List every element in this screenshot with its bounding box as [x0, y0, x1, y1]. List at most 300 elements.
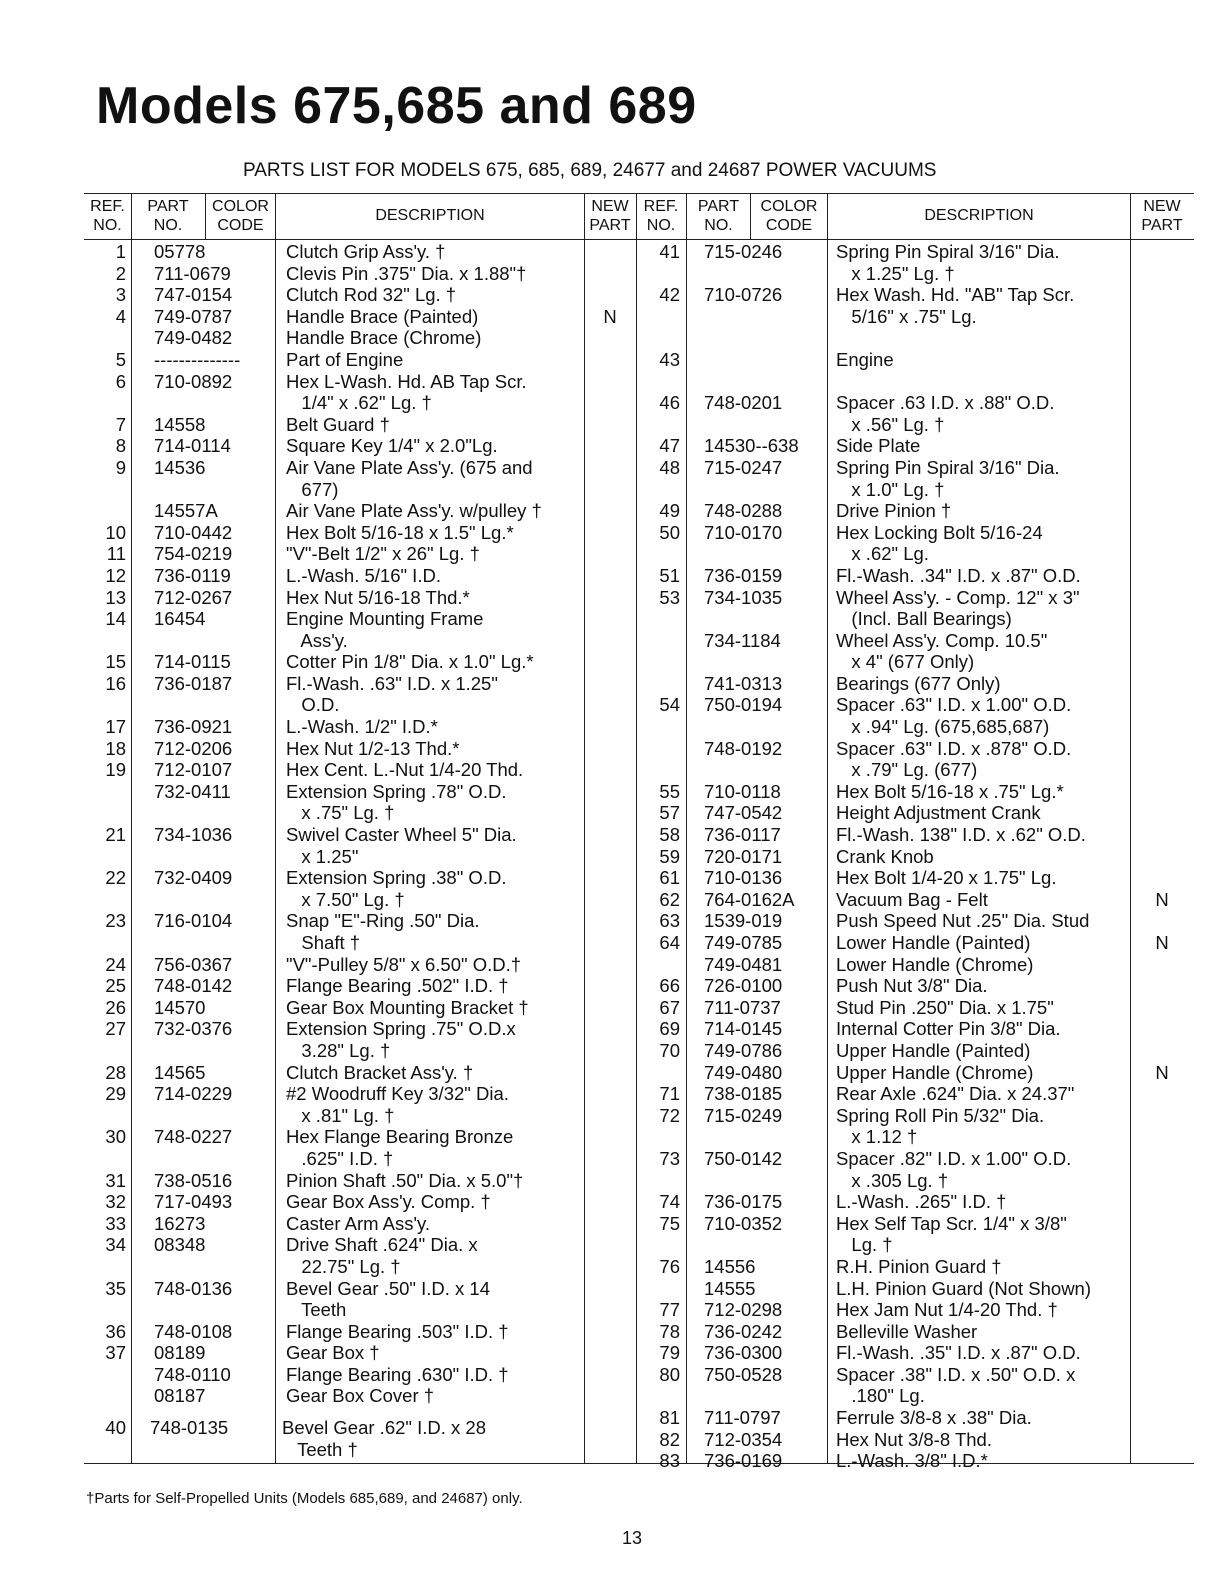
table-cell: 37	[105, 1342, 126, 1364]
table-cell	[154, 479, 274, 501]
table-cell	[88, 932, 126, 954]
table-cell: #2 Woodruff Key 3/32" Dia.	[286, 1083, 509, 1105]
table-cell: 76	[659, 1255, 680, 1277]
table-cell: Stud Pin .250" Dia. x 1.75"	[836, 996, 1054, 1018]
table-cell: 12	[105, 564, 126, 586]
table-cell: Internal Cotter Pin 3/8" Dia.	[836, 1018, 1061, 1040]
table-cell: 63	[659, 910, 680, 932]
table-cell	[584, 608, 636, 630]
header-color-code: COLOR CODE	[760, 198, 818, 234]
table-cell: 732-0376	[154, 1018, 233, 1040]
part-no: 748-0135	[150, 1417, 229, 1438]
table-cell	[636, 479, 680, 501]
table-cell: 9	[115, 456, 126, 478]
table-cell: 15	[105, 651, 126, 673]
table-cell: 4	[115, 305, 126, 327]
table-cell	[1130, 824, 1194, 846]
table-cell: 710-0726	[704, 284, 783, 306]
table-cell: 14557A	[154, 500, 218, 522]
table-cell: Hex Self Tap Scr. 1/4" x 3/8"	[836, 1212, 1067, 1234]
table-cell	[636, 651, 680, 673]
right-ref-column	[636, 241, 680, 1472]
table-cell: Engine	[836, 348, 894, 370]
table-cell: 47	[659, 435, 680, 457]
table-cell	[1130, 1278, 1194, 1300]
table-cell	[584, 371, 636, 393]
table-cell: 736-0242	[704, 1320, 783, 1342]
table-cell: x .75" Lg. †	[286, 802, 395, 824]
table-cell	[154, 1040, 274, 1062]
table-cell	[636, 716, 680, 738]
table-cell	[1130, 651, 1194, 673]
table-cell: 23	[105, 910, 126, 932]
table-cell	[704, 543, 826, 565]
table-cell: 714-0114	[154, 435, 231, 457]
table-cell: 61	[659, 867, 680, 889]
table-cell	[704, 1170, 826, 1192]
table-cell: 77	[659, 1299, 680, 1321]
table-cell: 748-0288	[704, 500, 783, 522]
table-cell: x 4" (677 Only)	[836, 651, 975, 673]
table-cell: N	[1155, 1061, 1169, 1083]
table-cell	[1130, 910, 1194, 932]
table-cell	[584, 867, 636, 889]
table-cell	[1130, 1321, 1194, 1343]
table-cell: 10	[105, 521, 126, 543]
table-cell: 748-0108	[154, 1320, 233, 1342]
table-cell: .180" Lg.	[836, 1385, 925, 1407]
table-cell: Hex Nut 5/16-18 Thd.*	[286, 586, 470, 608]
table-cell	[584, 435, 636, 457]
table-cell	[584, 1040, 636, 1062]
table-cell	[704, 608, 826, 630]
parts-list-subtitle: PARTS LIST FOR MODELS 675, 685, 689, 24677 and 24687 POWER VACUUMS	[243, 160, 937, 181]
table-cell	[1130, 1213, 1194, 1235]
table-cell: 13	[105, 586, 126, 608]
header-description: DESCRIPTION	[924, 207, 1034, 224]
table-cell: Push Speed Nut .25" Dia. Stud	[836, 910, 1090, 932]
table-cell: Extension Spring .38" O.D.	[286, 867, 507, 889]
table-cell	[1130, 630, 1194, 652]
table-cell	[636, 1170, 680, 1192]
table-cell: 749-0785	[704, 932, 783, 953]
table-cell: 748-0136	[154, 1277, 233, 1299]
table-cell: L.-Wash. 3/8" I.D.*	[836, 1450, 988, 1472]
table-cell	[1130, 263, 1194, 285]
table-cell: 711-0737	[704, 996, 781, 1018]
table-cell: Drive Pinion †	[836, 500, 952, 522]
table-cell	[704, 414, 826, 436]
table-cell	[584, 327, 636, 349]
table-cell: Belt Guard †	[286, 413, 390, 435]
table-cell	[584, 1148, 636, 1170]
table-cell	[1130, 802, 1194, 824]
table-cell: 749-0480	[704, 1061, 783, 1083]
table-cell	[88, 846, 126, 868]
table-cell: 81	[659, 1407, 680, 1429]
table-cell: 732-0409	[154, 867, 233, 889]
table-cell	[584, 1364, 636, 1386]
table-cell	[88, 1364, 126, 1386]
table-cell	[636, 673, 680, 695]
table-cell	[636, 1126, 680, 1148]
table-cell: 716-0104	[154, 910, 233, 932]
table-cell: 748-0227	[154, 1126, 233, 1148]
table-cell: 750-0194	[704, 694, 783, 716]
table-cell: Hex Nut 3/8-8 Thd.	[836, 1428, 992, 1450]
table-cell	[1130, 1385, 1194, 1407]
table-cell	[836, 327, 1130, 349]
table-cell	[1130, 241, 1194, 263]
table-cell: x .305 Lg. †	[836, 1169, 949, 1191]
table-cell: 736-0187	[154, 672, 233, 694]
table-cell	[1130, 500, 1194, 522]
table-cell: 710-0442	[154, 521, 233, 543]
table-cell	[1130, 781, 1194, 803]
header-new-part: NEW PART	[589, 198, 631, 234]
table-cell	[636, 543, 680, 565]
table-cell	[88, 500, 126, 522]
table-cell: 8	[115, 435, 126, 457]
table-cell: Hex Flange Bearing Bronze	[286, 1126, 514, 1148]
table-cell: 710-0136	[704, 867, 783, 889]
table-cell: Fl.-Wash. .63" I.D. x 1.25"	[286, 672, 498, 694]
table-cell: Swivel Caster Wheel 5" Dia.	[286, 824, 517, 846]
table-cell	[584, 1062, 636, 1084]
table-cell: 14555	[704, 1277, 756, 1299]
table-cell: 55	[659, 780, 680, 802]
table-cell: 738-0516	[154, 1169, 233, 1191]
table-cell: Air Vane Plate Ass'y. (675 and	[286, 456, 533, 478]
table-cell: Crank Knob	[836, 845, 934, 867]
table-cell	[704, 1385, 826, 1407]
table-cell: N	[1155, 888, 1169, 910]
table-cell	[584, 263, 636, 285]
table-cell: 756-0367	[154, 953, 233, 975]
table-cell: 738-0185	[704, 1083, 783, 1105]
table-cell: 14530--638	[704, 435, 799, 457]
table-cell: 19	[105, 759, 126, 781]
table-cell: 754-0219	[154, 543, 233, 565]
table-cell	[704, 1234, 826, 1256]
table-cell: 712-0298	[704, 1299, 783, 1321]
header-ref-no: REF. NO.	[90, 198, 125, 234]
table-cell	[1130, 392, 1194, 414]
table-cell: Upper Handle (Painted)	[836, 1039, 1031, 1061]
table-cell	[154, 1105, 274, 1127]
table-cell	[636, 414, 680, 436]
table-cell: Ferrule 3/8-8 x .38" Dia.	[836, 1407, 1032, 1429]
table-cell: x .62" Lg.	[836, 543, 929, 565]
table-cell	[1130, 997, 1194, 1019]
table-cell: Gear Box Ass'y. Comp. †	[286, 1191, 491, 1213]
table-cell	[584, 1256, 636, 1278]
table-cell	[1130, 1148, 1194, 1170]
table-cell: 32	[105, 1191, 126, 1213]
table-cell: 53	[659, 586, 680, 608]
description: Bevel Gear .62" I.D. x 28	[282, 1417, 486, 1438]
table-cell: "V"-Pulley 5/8" x 6.50" O.D.†	[286, 953, 522, 975]
table-cell: Wheel Ass'y. Comp. 10.5"	[836, 629, 1048, 651]
table-cell: R.H. Pinion Guard †	[836, 1255, 1002, 1277]
table-cell: 42	[659, 284, 680, 306]
table-cell: (Incl. Ball Bearings)	[836, 608, 1012, 630]
table-cell: 62	[659, 888, 680, 910]
table-cell	[1130, 975, 1194, 997]
table-cell	[1130, 457, 1194, 479]
table-cell: 741-0313	[704, 672, 783, 694]
table-cell	[584, 846, 636, 868]
table-cell	[584, 1342, 636, 1364]
table-cell: 5/16" x .75" Lg.	[836, 305, 977, 327]
table-cell	[1130, 954, 1194, 976]
table-cell: 1/4" x .62" Lg. †	[286, 392, 432, 414]
table-cell: 726-0100	[704, 975, 783, 997]
col-divider	[275, 193, 276, 1463]
table-cell	[584, 932, 636, 954]
table-cell	[584, 1083, 636, 1105]
col-divider	[131, 193, 132, 1463]
table-cell: Handle Brace (Painted)	[286, 305, 479, 327]
table-cell	[1130, 587, 1194, 609]
table-cell	[1130, 867, 1194, 889]
table-cell: 749-0786	[704, 1039, 783, 1061]
table-cell	[584, 414, 636, 436]
table-cell: 18	[105, 737, 126, 759]
table-cell: 16	[105, 672, 126, 694]
table-cell: 73	[659, 1147, 680, 1169]
table-cell	[154, 846, 274, 868]
table-cell	[584, 1170, 636, 1192]
table-cell	[584, 781, 636, 803]
table-cell: 710-0892	[154, 370, 233, 392]
table-cell: 749-0481	[704, 953, 783, 975]
right-new-part-column	[1130, 241, 1194, 1472]
table-cell	[1130, 543, 1194, 565]
table-cell: Wheel Ass'y. - Comp. 12" x 3"	[836, 586, 1080, 608]
table-cell	[636, 306, 680, 328]
table-cell	[584, 910, 636, 932]
table-cell	[88, 1148, 126, 1170]
table-cell: L.-Wash. 5/16" I.D.	[286, 564, 441, 586]
table-cell: 72	[659, 1104, 680, 1126]
table-cell	[154, 889, 274, 911]
table-cell	[584, 824, 636, 846]
left-new-part-column	[584, 241, 636, 1429]
table-cell: 82	[659, 1428, 680, 1450]
table-cell: 59	[659, 845, 680, 867]
table-cell: 736-0159	[704, 564, 783, 586]
table-cell	[88, 1105, 126, 1127]
table-cell	[584, 673, 636, 695]
page-title: Models 675,685 and 689	[96, 77, 697, 135]
table-cell: Spring Pin Spiral 3/16" Dia.	[836, 456, 1060, 478]
table-cell: 54	[659, 694, 680, 716]
table-cell: 16273	[154, 1212, 206, 1234]
table-cell: Push Nut 3/8" Dia.	[836, 975, 988, 997]
table-cell: Hex Jam Nut 1/4-20 Thd. †	[836, 1299, 1058, 1321]
table-cell	[1130, 1040, 1194, 1062]
table-cell: 14565	[154, 1061, 206, 1083]
table-cell: N	[1155, 932, 1169, 953]
left-part-column	[154, 241, 274, 1429]
table-cell	[636, 263, 680, 285]
table-cell: 712-0206	[154, 737, 233, 759]
table-cell	[584, 1191, 636, 1213]
table-cell: 41	[659, 241, 680, 262]
table-cell: 732-0411	[154, 780, 231, 802]
table-cell	[1130, 522, 1194, 544]
table-row	[282, 1417, 578, 1460]
table-cell: x 1.25" Lg. †	[836, 262, 955, 284]
table-cell	[1130, 371, 1194, 393]
table-cell: x .94" Lg. (675,685,687)	[836, 716, 1050, 738]
table-cell: L.-Wash. .265" I.D. †	[836, 1191, 1007, 1213]
table-cell: 677)	[286, 478, 339, 500]
table-cell	[704, 263, 826, 285]
table-cell: Fl.-Wash. .35" I.D. x .87" O.D.	[836, 1342, 1081, 1364]
table-cell: Part of Engine	[286, 348, 404, 370]
table-cell	[154, 932, 274, 954]
table-cell: Clutch Grip Ass'y. †	[286, 241, 446, 262]
table-cell	[1130, 738, 1194, 760]
table-cell: 747-0154	[154, 284, 233, 306]
table-cell	[584, 284, 636, 306]
table-cell	[88, 1299, 126, 1321]
table-cell: 08348	[154, 1234, 206, 1256]
table-cell: 05778	[154, 241, 206, 262]
table-cell: Clutch Rod 32" Lg. †	[286, 284, 457, 306]
right-description-column	[836, 241, 1130, 1472]
table-cell	[1130, 414, 1194, 436]
table-cell	[636, 608, 680, 630]
table-cell: Lg. †	[836, 1234, 893, 1256]
table-cell: 734-1036	[154, 824, 233, 846]
table-cell: 736-0117	[704, 824, 781, 846]
ref-no: 40	[105, 1417, 126, 1438]
table-cell	[836, 371, 1130, 393]
table-cell	[1130, 1170, 1194, 1192]
table-cell: 46	[659, 392, 680, 414]
table-cell: 16454	[154, 608, 206, 630]
table-cell	[584, 997, 636, 1019]
table-cell: Lower Handle (Chrome)	[836, 953, 1034, 975]
table-cell: 25	[105, 975, 126, 997]
table-cell: Flange Bearing .502" I.D. †	[286, 975, 509, 997]
table-cell: 30	[105, 1126, 126, 1148]
table-cell: Spacer .82" I.D. x 1.00" O.D.	[836, 1147, 1072, 1169]
table-cell: Spring Pin Spiral 3/16" Dia.	[836, 241, 1060, 262]
table-cell: Flange Bearing .630" I.D. †	[286, 1363, 509, 1385]
table-cell: Spacer .63" I.D. x .878" O.D.	[836, 737, 1072, 759]
table-cell	[584, 1126, 636, 1148]
header-bottom-rule	[84, 239, 1194, 240]
table-cell: 712-0107	[154, 759, 233, 781]
table-cell: 35	[105, 1277, 126, 1299]
table-cell: Spacer .63" I.D. x 1.00" O.D.	[836, 694, 1072, 716]
table-cell	[1130, 716, 1194, 738]
table-cell	[636, 1385, 680, 1407]
table-cell	[154, 1256, 274, 1278]
table-cell: 49	[659, 500, 680, 522]
table-cell: 747-0542	[704, 802, 783, 824]
table-cell: 14	[105, 608, 126, 630]
table-cell	[1130, 846, 1194, 868]
table-cell	[154, 1299, 274, 1321]
table-cell: Hex Bolt 5/16-18 x .75" Lg.*	[836, 780, 1064, 802]
table-cell: 17	[105, 716, 126, 738]
table-cell: 748-0110	[154, 1363, 231, 1385]
table-cell	[704, 371, 826, 393]
table-cell	[584, 1278, 636, 1300]
table-cell	[1130, 349, 1194, 371]
table-cell: 715-0246	[704, 241, 783, 262]
table-cell: Hex Cent. L.-Nut 1/4-20 Thd.	[286, 759, 524, 781]
table-cell: 720-0171	[704, 845, 783, 867]
table-cell: 736-0921	[154, 716, 233, 738]
table-cell: 748-0201	[704, 392, 783, 414]
table-cell: 14558	[154, 413, 206, 435]
table-cell	[88, 479, 126, 501]
table-cell: 24	[105, 953, 126, 975]
table-cell	[584, 630, 636, 652]
table-cell	[1130, 1083, 1194, 1105]
table-cell: x .81" Lg. †	[286, 1104, 395, 1126]
table-cell	[88, 889, 126, 911]
table-cell	[636, 371, 680, 393]
table-cell: 736-0169	[704, 1450, 783, 1472]
table-cell	[584, 651, 636, 673]
table-cell: Pinion Shaft .50" Dia. x 5.0"†	[286, 1169, 524, 1191]
table-cell	[154, 1148, 274, 1170]
table-cell	[1130, 608, 1194, 630]
table-cell	[1130, 284, 1194, 306]
header-description: DESCRIPTION	[375, 207, 485, 224]
table-cell	[636, 1062, 680, 1084]
table-cell	[584, 565, 636, 587]
table-cell: Engine Mounting Frame	[286, 608, 484, 630]
table-cell: 6	[115, 370, 126, 392]
table-cell: 714-0229	[154, 1083, 233, 1105]
table-cell: 3	[115, 284, 126, 306]
table-cell	[636, 954, 680, 976]
table-cell: 749-0482	[154, 327, 233, 349]
table-cell	[88, 630, 126, 652]
table-cell: 79	[659, 1342, 680, 1364]
table-cell: 1539-019	[704, 910, 783, 932]
table-cell: Hex Bolt 1/4-20 x 1.75" Lg.	[836, 867, 1057, 889]
table-cell: 08187	[154, 1385, 206, 1407]
table-cell: Ass'y.	[286, 629, 348, 651]
table-cell: 748-0192	[704, 737, 783, 759]
header-color-code: COLOR CODE	[212, 198, 269, 234]
table-cell	[584, 1321, 636, 1343]
table-cell: 26	[105, 996, 126, 1018]
table-cell	[584, 1407, 636, 1429]
table-cell	[88, 392, 126, 414]
table-cell	[1130, 1191, 1194, 1213]
table-cell	[584, 889, 636, 911]
table-cell: 22.75" Lg. †	[286, 1255, 401, 1277]
table-cell: 736-0300	[704, 1342, 783, 1364]
table-cell	[704, 651, 826, 673]
table-cell: 5	[115, 348, 126, 370]
table-cell: Drive Shaft .624" Dia. x	[286, 1234, 478, 1256]
table-cell	[584, 738, 636, 760]
table-cell: --------------	[154, 348, 241, 370]
table-cell: Spring Roll Pin 5/32" Dia.	[836, 1104, 1045, 1126]
table-cell	[584, 457, 636, 479]
